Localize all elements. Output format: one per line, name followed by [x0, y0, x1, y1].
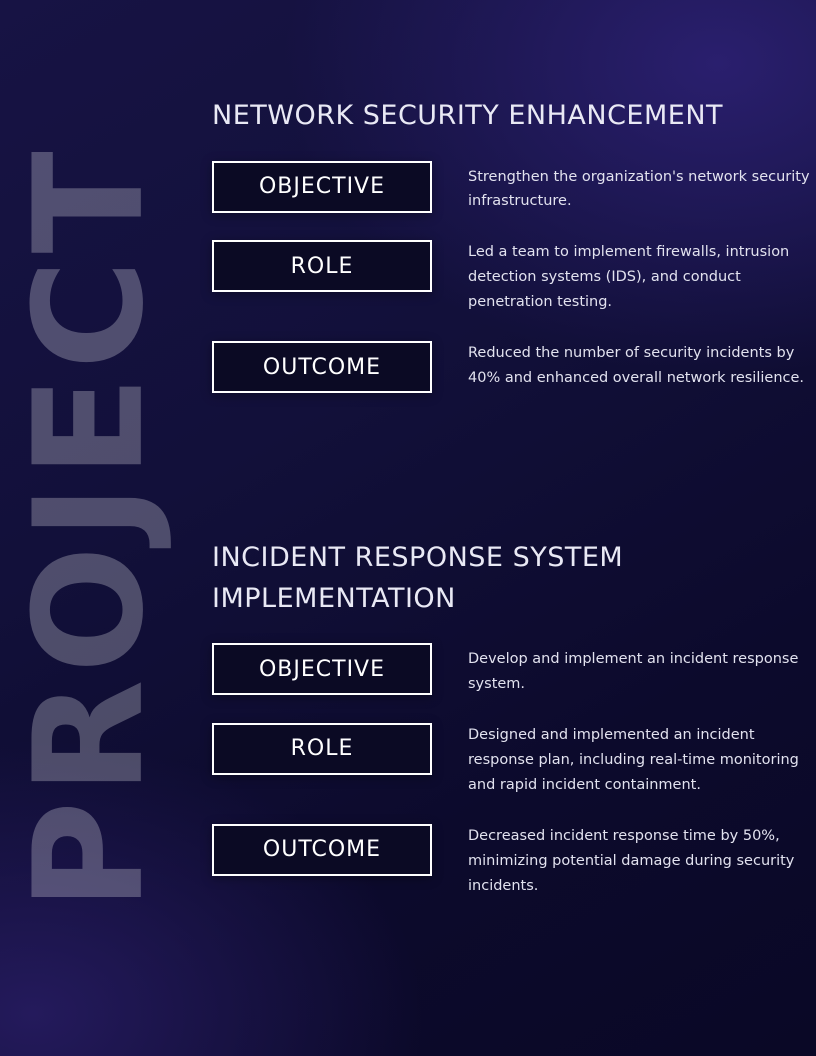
- detail-row: [212, 824, 816, 899]
- label-box-outcome[interactable]: [212, 341, 432, 393]
- detail-row: [212, 341, 816, 393]
- detail-row: [212, 723, 816, 798]
- section-rows: [212, 161, 816, 394]
- label-box-outcome[interactable]: [212, 824, 432, 876]
- section-title: NETWORK SECURITY ENHANCEMENT: [212, 100, 724, 131]
- detail-description: Develop and implement an incident response system.: [468, 651, 799, 692]
- watermark-text: PROJECT: [3, 145, 178, 911]
- label-box-text: OUTCOME: [262, 837, 382, 863]
- section-rows: [212, 643, 816, 899]
- detail-description: Designed and implemented an incident response plan, including real-time monitoring and rapid incident containment.: [468, 726, 799, 793]
- label-box-objective[interactable]: [212, 643, 432, 695]
- section-title: INCIDENT RESPONSE SYSTEM IMPLEMENTATION: [212, 542, 624, 614]
- detail-description: Led a team to implement firewalls, intrusion detection systems (IDS), and conduct penetration testing.: [468, 244, 790, 311]
- label-box-role[interactable]: [212, 723, 432, 775]
- detail-description: Reduced the number of security incidents by 40% and enhanced overall network resilience.: [468, 345, 805, 387]
- label-box-text: OBJECTIVE: [258, 174, 386, 199]
- project-section-incident-response: [212, 538, 816, 899]
- label-box-text: ROLE: [290, 736, 354, 762]
- label-box-text: ROLE: [290, 253, 354, 279]
- detail-row: [212, 643, 816, 697]
- content-column: [212, 0, 816, 1056]
- label-box-text: OUTCOME: [262, 354, 382, 380]
- project-section-network-security: [212, 96, 816, 393]
- watermark-project: [0, 0, 190, 1056]
- detail-description: Decreased incident response time by 50%, minimizing potential damage during security incidents.: [468, 827, 795, 894]
- label-box-role[interactable]: [212, 240, 432, 292]
- label-box-text: OBJECTIVE: [258, 656, 386, 682]
- label-box-objective[interactable]: [212, 161, 432, 213]
- detail-row: [212, 161, 816, 215]
- detail-row: [212, 240, 816, 315]
- detail-description: Strengthen the organization's network security infrastructure.: [468, 168, 810, 210]
